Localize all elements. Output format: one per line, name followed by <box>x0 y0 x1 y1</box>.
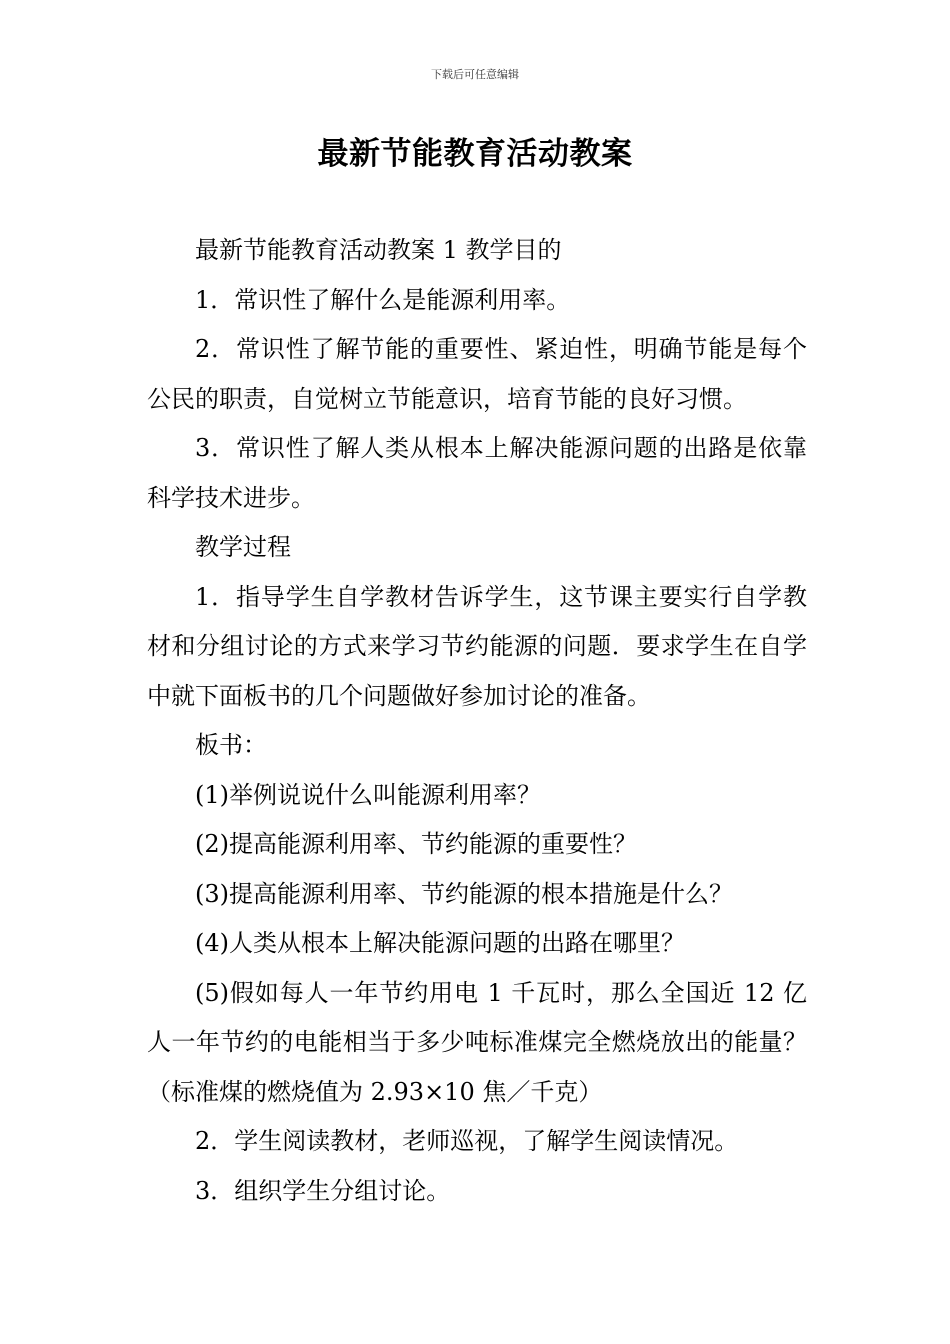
document-title: 最新节能教育活动教案 <box>317 136 633 172</box>
paragraph-step-3: 3．组织学生分组讨论。 <box>195 1176 451 1205</box>
paragraph-process-heading: 教学过程 <box>195 533 291 561</box>
paragraph-question-4: (4)人类从根本上解决能源问题的出路在哪里？ <box>195 929 685 957</box>
paragraph-question-3: (3)提高能源利用率、节约能源的根本措施是什么？ <box>195 879 733 908</box>
paragraph-question-5: (5)假如每人一年节约用电 1 千瓦时，那么全国近 12 亿人一年节约的电能相当于多少吨标准煤完全燃烧放出的能量？（标准煤的燃烧值为 2.93×10 焦／千克） <box>147 978 807 1106</box>
paragraph-question-2: (2)提高能源利用率、节约能源的重要性？ <box>195 830 637 858</box>
document-body <box>147 226 807 1216</box>
paragraph-question-1: (1)举例说说什么叫能源利用率？ <box>195 780 541 809</box>
header-note: 下载后可任意编辑 <box>431 68 519 81</box>
paragraph-intro: 最新节能教育活动教案 1 教学目的 <box>195 236 562 264</box>
paragraph-objective-3: 3．常识性了解人类从根本上解决能源问题的出路是依靠科学技术进步。 <box>147 434 807 512</box>
paragraph-step-2: 2．学生阅读教材，老师巡视，了解学生阅读情况。 <box>195 1127 739 1155</box>
paragraph-objective-1: 1．常识性了解什么是能源利用率。 <box>195 285 571 314</box>
paragraph-objective-2: 2．常识性了解节能的重要性、紧迫性，明确节能是每个公民的职责，自觉树立节能意识，培育节能的良好习惯。 <box>147 335 807 413</box>
paragraph-step-1: 1．指导学生自学教材告诉学生，这节课主要实行自学教材和分组讨论的方式来学习节约能源的问题．要求学生在自学中就下面板书的几个问题做好参加讨论的准备。 <box>147 582 807 710</box>
paragraph-board-heading: 板书： <box>195 731 267 759</box>
